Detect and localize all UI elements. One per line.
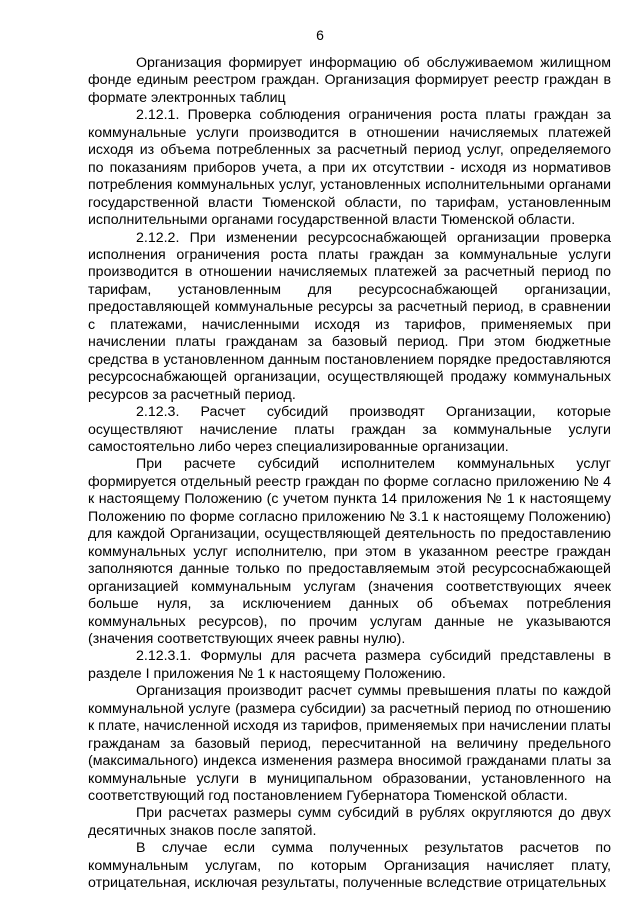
paragraph: 2.12.2. При изменении ресурсоснабжающей организации проверка исполнения ограничения роста платы граждан за коммунальные услуги производится в отношении начисляемых платежей за расчетный период по тарифам, установленным для ресурсоснабжающей организации, предоставляющей коммунальные ресурсы за расчетный период, в сравнении с платежами, начисленными исходя из тарифов, применяемых при начислении платы гражданам за базовый период. При этом бюджетные средства в установленном данным постановлением порядке предоставляются ресурсоснабжающей организации, осуществляющей продажу коммунальных ресурсов за расчетный период. (88, 229, 611, 403)
page-number: 6 (316, 27, 324, 43)
document-body (88, 55, 611, 893)
paragraph: Организация производит расчет суммы превышения платы по каждой коммунальной услуге (размера субсидии) за расчетный период по отношению к плате, начисленной исходя из тарифов, применяемых при начислении платы гражданам за базовый период, пересчитанной на величину предельного (максимального) индекса изменения размера вносимой гражданами платы за коммунальные услуги в муниципальном образовании, установленного на соответствующий год постановлением Губернатора Тюменской области. (88, 683, 611, 805)
paragraph: 2.12.1. Проверка соблюдения ограничения роста платы граждан за коммунальные услуги производится в отношении начисляемых платежей исходя из объема потребленных за расчетный период услуг, определяемого по показаниям приборов учета, а при их отсутствии - исходя из нормативов потребления коммунальных услуг, установленных исполнительными органами государственной власти Тюменской области, по тарифам, установленным исполнительными органами государственной власти Тюменской области. (88, 107, 611, 229)
paragraph: При расчетах размеры сумм субсидий в рублях округляются до двух десятичных знаков после запятой. (88, 805, 611, 839)
paragraph: 2.12.3. Расчет субсидий производят Организации, которые осуществляют начисление платы граждан за коммунальные услуги самостоятельно либо через специализированные организации. (88, 404, 611, 455)
paragraph: При расчете субсидий исполнителем коммунальных услуг формируется отдельный реестр граждан по форме согласно приложению № 4 к настоящему Положению (с учетом пункта 14 приложения № 1 к настоящему Положению по форме согласно приложению № 3.1 к настоящему Положению) для каждой Организации, осуществляющей деятельность по предоставлению коммунальных услуг исполнителю, при этом в указанном реестре граждан заполняются данные только по предоставляемым этой ресурсоснабжающей организацией коммунальным услугам (значения соответствующих ячеек больше нуля, за исключением данных об объемах потребления коммунальных ресурсов), по прочим услугам данные не указываются (значения соответствующих ячеек равны нулю). (88, 456, 611, 647)
paragraph: Организация формирует информацию об обслуживаемом жилищном фонде единым реестром граждан. Организация формирует реестр граждан в формате электронных таблиц (88, 55, 611, 106)
paragraph: 2.12.3.1. Формулы для расчета размера субсидий представлены в разделе I приложения № 1 к настоящему Положению. (88, 648, 611, 682)
paragraph: В случае если сумма полученных результатов расчетов по коммунальным услугам, по которым Организация начисляет плату, отрицательная, исключая результаты, полученные вследствие отрицательных (88, 840, 611, 892)
